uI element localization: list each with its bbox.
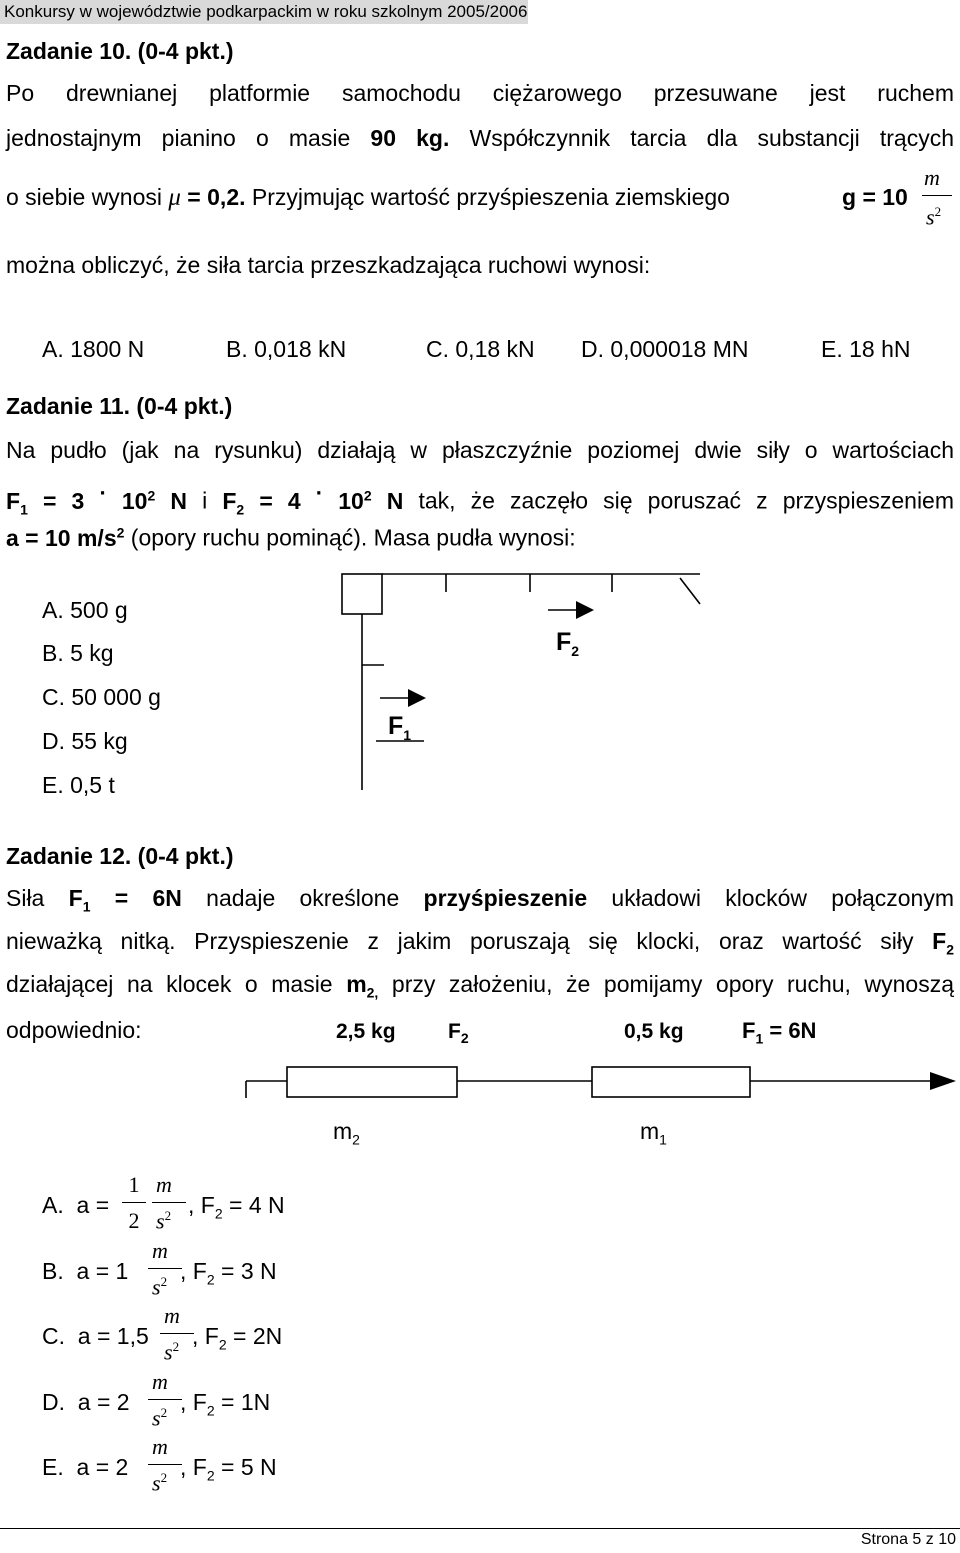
coef-bar	[122, 1202, 146, 1203]
footer-rule	[0, 1528, 960, 1529]
unit-bar	[152, 1202, 186, 1203]
task12-option-d-f2: , $F_2 = 1N$	[180, 1389, 271, 1419]
unit-den: $s^2$	[152, 1274, 168, 1300]
task12-option-b-f2: , $F_2 = 3$ N	[180, 1258, 277, 1288]
f1-arrow-head	[408, 689, 426, 707]
task10-unit-num: m	[924, 165, 940, 190]
task11-title: Zadanie 11. (0-4 pkt.)	[6, 393, 233, 419]
unit-bar	[160, 1333, 194, 1334]
task10-title: Zadanie 10. (0-4 pkt.)	[6, 38, 234, 64]
task11-f1-label: $F_1$	[388, 712, 412, 743]
unit-den: $s^2$	[156, 1208, 172, 1234]
task11-option-d[interactable]: D. 55 kg	[42, 728, 128, 754]
block-m1	[592, 1067, 750, 1097]
block-m2	[287, 1067, 457, 1097]
unit-bar	[148, 1268, 182, 1269]
unit-den: $s^2$	[152, 1405, 168, 1431]
mu-symbol: μ	[168, 184, 181, 211]
unit-num: m	[156, 1172, 172, 1197]
unit-den: $s^2$	[164, 1339, 180, 1365]
task10-line4: można obliczyć, że siła tarcia przeszkadzająca ruchowi wynosi:	[6, 252, 651, 278]
task11-line3: a = 10 $m/s^2$ (opory ruchu pominąć). Masa pudła wynosi:	[6, 524, 576, 551]
task10-mass: 90 kg.	[370, 125, 450, 151]
task12-option-e-f2: , $F_2 = 5$ N	[180, 1454, 277, 1484]
task10-line3-a: o siebie wynosi	[6, 184, 169, 210]
unit-bar	[148, 1399, 182, 1400]
task10-line2-c: Współczynnik tarcia dla substancji trących	[449, 125, 954, 151]
task12-f1: $F_1 = 6N$	[68, 885, 182, 915]
unit-den: $s^2$	[152, 1470, 168, 1496]
task11-option-c[interactable]: C. 50 000 g	[42, 684, 161, 710]
task12-przyspieszenie: przyśpieszenie	[423, 885, 588, 911]
task11-option-e[interactable]: E. 0,5 t	[42, 772, 115, 798]
task10-line3-c: Przyjmując wartość przyśpieszenia ziemskiego	[245, 184, 730, 210]
task12-m1-label: $m_1$	[640, 1118, 667, 1148]
task11-f1: $F_1 = 3$ · $10^2$ N	[6, 480, 187, 518]
task11-line2: $F_1 = 3$ · $10^2$ N i $F_2 = 4$ · $10^2$ N tak, że zaczęło się poruszać z przyspieszeniem	[6, 480, 955, 518]
unit-num: m	[152, 1369, 168, 1394]
task10-option-c[interactable]: C. 0,18 kN	[426, 336, 535, 362]
task12-m2-label: $m_2$	[333, 1118, 360, 1148]
task11-line1: Na pudło (jak na rysunku) działają w płaszczyźnie poziomej dwie siły o wartościach	[6, 437, 954, 463]
coef-den: 2	[128, 1208, 140, 1233]
unit-num: m	[152, 1238, 168, 1263]
box	[342, 574, 382, 614]
task10-option-a[interactable]: A. 1800 N	[42, 336, 145, 362]
task12-f1-label: $F_1 = 6N$	[742, 1018, 817, 1047]
task11-accel: a = 10 $m/s^2$	[6, 524, 125, 551]
task10-line3	[6, 184, 730, 212]
task10-fraction-bar	[922, 195, 952, 196]
task12-line3: działającej na klocek o masie $m_{2,}$ przy założeniu, że pomijamy opory ruchu, wynoszą	[6, 971, 954, 1001]
task11-f2-label: $F_2$	[556, 628, 580, 659]
unit-bar	[148, 1464, 182, 1465]
task11-f2: $F_2 = 4$ · $10^2$ N	[222, 480, 404, 518]
task12-line1: Siła $F_1 = 6N$ nadaje określone przyśpieszenie układowi klocków połączonym	[6, 885, 955, 915]
task10-option-e[interactable]: E. 18 hN	[821, 336, 911, 362]
page-header: Konkursy w województwie podkarpackim w roku szkolnym 2005/2006	[0, 0, 528, 24]
task12-mass2-label: 2,5 kg	[336, 1020, 396, 1043]
task12-f2-label: $F_2$	[448, 1020, 469, 1047]
corner-line	[680, 578, 700, 604]
task10-line1: Po drewnianej platformie samochodu ciężarowego przesuwane jest ruchem	[6, 80, 954, 106]
task10-option-d[interactable]: D. 0,000018 MN	[581, 336, 749, 362]
task12-line4: odpowiednio:	[6, 1017, 142, 1043]
task11-option-a[interactable]: A. 500 g	[42, 597, 128, 623]
task12-option-c[interactable]: C. a = 1,5	[42, 1323, 149, 1349]
coef-num: 1	[128, 1172, 140, 1197]
task10-option-b[interactable]: B. 0,018 kN	[226, 336, 347, 362]
task10-unit-den: $s^2$	[926, 204, 942, 230]
task11-option-b[interactable]: B. 5 kg	[42, 640, 114, 666]
unit-num: m	[152, 1434, 168, 1459]
f1-arrow-head	[930, 1072, 956, 1090]
task12-m2: $m_{2,}$	[346, 971, 379, 1001]
page-number: Strona 5 z 10	[860, 1531, 956, 1548]
task12-mass1-label: 0,5 kg	[624, 1020, 684, 1043]
unit-num: m	[164, 1303, 180, 1328]
task12-option-a[interactable]: A. a =	[42, 1192, 110, 1218]
task12-f2: $F_2$	[932, 928, 954, 958]
task12-option-d[interactable]: D. a = 2	[42, 1389, 130, 1415]
task10-line2-a: jednostajnym pianino o masie	[6, 125, 371, 151]
task10-line2	[6, 125, 954, 152]
task10-mu-value: = 0,2.	[180, 184, 246, 210]
task12-option-e[interactable]: E. a = 2	[42, 1454, 129, 1480]
task12-option-c-f2: , $F_2 = 2N$	[192, 1323, 283, 1353]
f2-arrow-head	[576, 601, 594, 619]
task12-option-a-f2: , $F_2 = 4$ N	[188, 1192, 285, 1222]
task12-line2: nieważką nitką. Przyspieszenie z jakim poruszają się klocki, oraz wartość siły $F_2$	[6, 928, 954, 958]
task12-option-b[interactable]: B. a = 1	[42, 1258, 129, 1284]
task10-g-value: g = 10	[842, 184, 908, 210]
task12-title: Zadanie 12. (0-4 pkt.)	[6, 843, 234, 869]
